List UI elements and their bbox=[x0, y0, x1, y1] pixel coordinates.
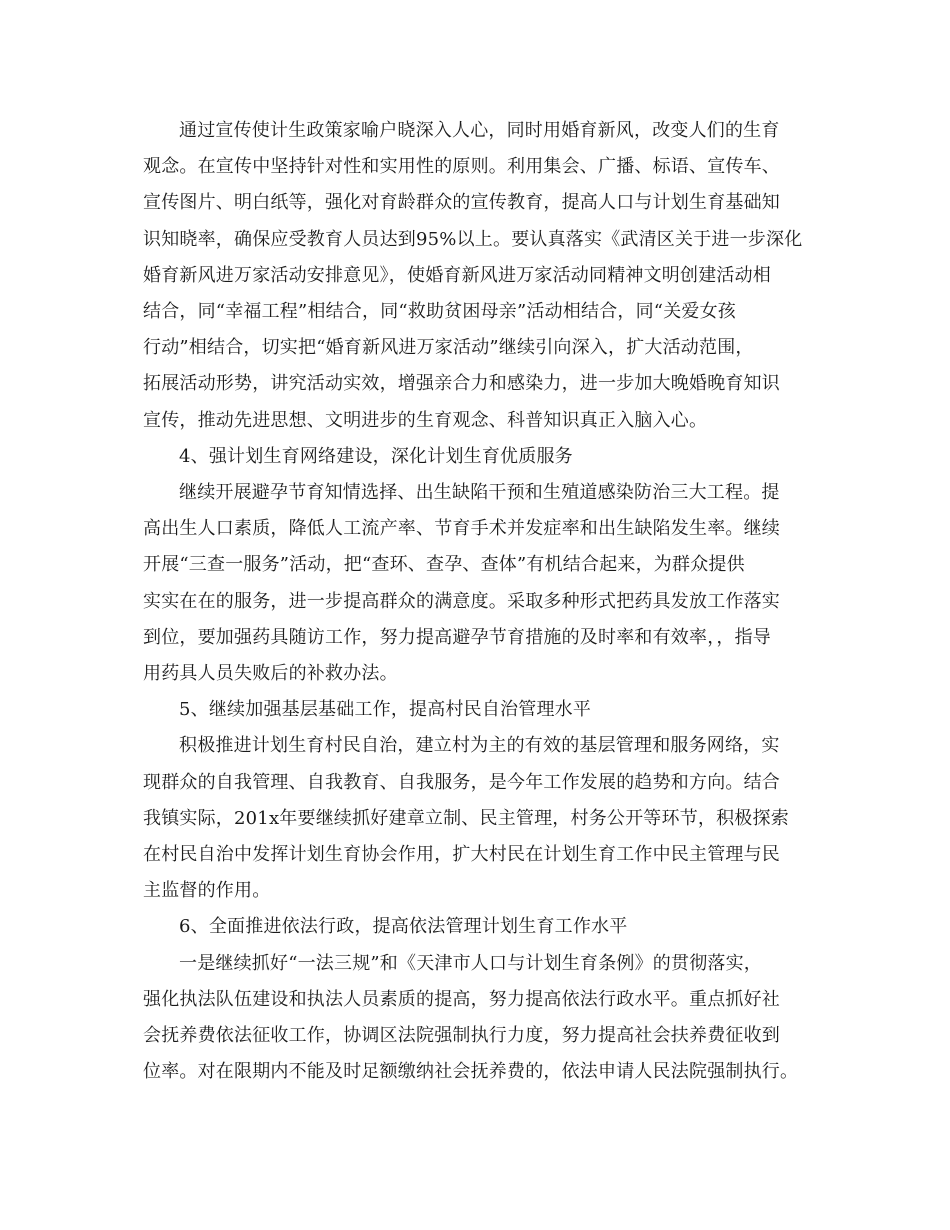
section-heading-4: 4、强计划生育网络建设，深化计划生育优质服务 bbox=[179, 445, 573, 467]
document-body bbox=[143, 113, 823, 1090]
paragraph-services: 继续开展避孕节育知情选择、出生缺陷干预和生殖道感染防治三大工程。提 高出生人口素质，降低人工流产率、节育手术并发症率和出生缺陷发生率。继续 开展“三查一服务”活动，把“查环、查孕、查体”有机结合起来，为群众提供 实实在在的服务，进一步提高群众的满意度。采取多种形式把药具发放工作落实 到位，要加强药具随访工作，努力提高避孕节育措施的及时率和有效率，，指导 用药具人员失败后的补救办法。 bbox=[143, 482, 780, 685]
paragraph-village-autonomy: 积极推进计划生育村民自治，建立村为主的有效的基层管理和服务网络，实 现群众的自我管理、自我教育、自我服务，是今年工作发展的趋势和方向。结合 我镇实际，201x年要继续抓好建章立制、民主管理，村务公开等环节，积极探索 在村民自治中发挥计划生育协会作用，扩大村民在计划生育工作中民主管理与民 主监督的作用。 bbox=[143, 735, 789, 902]
paragraph-publicity: 通过宣传使计生政策家喻户晓深入人心，同时用婚育新风，改变人们的生育 观念。在宣传中坚持针对性和实用性的原则。利用集会、广播、标语、宣传车、 宣传图片、明白纸等，强化对育龄群众的宣传教育，提高人口与计划生育基础知 识知晓率，确保应受教育人员达到95%以上。要认真落实《武清区关于进一步深化 婚育新风进万家活动安排意见》，使婚育新风进万家活动同精神文明创建活动相 结合，同“幸福工程”相结合，同“救助贫困母亲”活动相结合，同“关爱女孩 行动”相结合，切实把“婚育新风进万家活动”继续引向深入，扩大活动范围， 拓展活动形势，讲究活动实效，增强亲合力和感染力，进一步加大晚婚晚育知识 宣传，推动先进思想、文明进步的生育观念、科普知识真正入脑入心。 bbox=[143, 120, 803, 431]
paragraph-law-enforcement: 一是继续抓好“一法三规”和《天津市人口与计划生育条例》的贯彻落实， 强化执法队伍建设和执法人员素质的提高，努力提高依法行政水平。重点抓好社 会抚养费依法征收工作，协调区法院强制执行力度，努力提高社会扶养费征收到 位率。对在限期内不能及时足额缴纳社会抚养费的，依法申请人民法院强制执行。 bbox=[143, 952, 799, 1083]
section-heading-5: 5、继续加强基层基础工作，提高村民自治管理水平 bbox=[179, 699, 592, 721]
section-heading-6: 6、全面推进依法行政，提高依法管理计划生育工作水平 bbox=[179, 916, 628, 938]
